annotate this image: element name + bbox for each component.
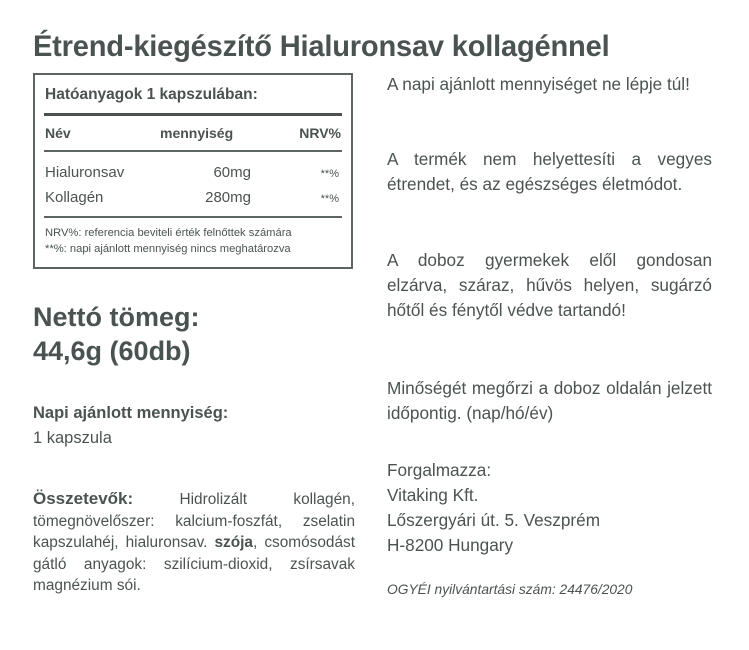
ingredient-name: Hialuronsav: [45, 164, 125, 181]
daily-dose-label: Napi ajánlott mennyiség:: [33, 404, 229, 422]
distributor-city: H-8200 Hungary: [387, 535, 514, 555]
net-weight-value: 44,6g (60db): [33, 336, 191, 366]
ingredients-label: Összetevők:: [33, 489, 134, 508]
column-header-name: Név: [45, 125, 71, 141]
column-header-amount: mennyiség: [160, 125, 234, 141]
distributor-label: Forgalmazza:: [387, 460, 492, 480]
divider: [44, 113, 342, 116]
distributor-name: Vitaking Kft.: [387, 485, 479, 505]
ingredient-amount: 280mg: [205, 189, 251, 206]
ingredients-text: , csomósodást gátló anyagok: szilícium-dioxid, zsírsavak magnézium sói.: [33, 534, 355, 595]
divider: [44, 216, 342, 218]
net-weight-label: Nettó tömeg:: [33, 302, 200, 332]
ingredients-paragraph: [33, 488, 355, 597]
ingredient-nrv: **%: [320, 168, 339, 180]
distributor-block: [387, 458, 712, 558]
distributor-street: Lőszergyári út. 5. Veszprém: [387, 510, 601, 530]
footnote-nrv: NRV%: referencia beviteli érték felnőttek számára: [45, 227, 292, 239]
registration-number: OGYÉI nyilvántartási szám: 24476/2020: [387, 582, 633, 597]
product-title: Étrend-kiegészítő Hialuronsav kollagénnel: [33, 30, 610, 63]
net-weight: [33, 300, 199, 368]
allergen: szója: [214, 534, 253, 552]
warning-storage: A doboz gyermekek elől gondosan elzárva, száraz, hűvös helyen, sugárzó hőtől és fénytől védve tartandó!: [387, 250, 712, 320]
divider: [44, 150, 342, 152]
active-ingredients-table: [33, 73, 353, 269]
column-header-nrv: NRV%: [299, 125, 341, 141]
ingredient-name: Kollagén: [45, 189, 104, 206]
ingredients-text: Hidrolizált kollagén, tömegnövelőszer: kalcium-foszfát, zselatin kapszulahéj, hialuronsav.: [33, 491, 355, 552]
footnote-stars: **%: napi ajánlott mennyiség nincs meghatározva: [45, 243, 291, 255]
warning-dose: A napi ajánlott mennyiséget ne lépje túl!: [387, 74, 690, 94]
best-before: Minőségét megőrzi a doboz oldalán jelzett időpontig. (nap/hó/év): [387, 378, 712, 423]
warning-diet: A termék nem helyettesíti a vegyes étrendet, és az egészséges életmódot.: [387, 149, 712, 194]
table-heading: Hatóanyagok 1 kapszulában:: [45, 86, 258, 103]
ingredient-amount: 60mg: [213, 164, 251, 181]
ingredient-nrv: **%: [320, 193, 339, 205]
daily-dose-value: 1 kapszula: [33, 429, 112, 447]
